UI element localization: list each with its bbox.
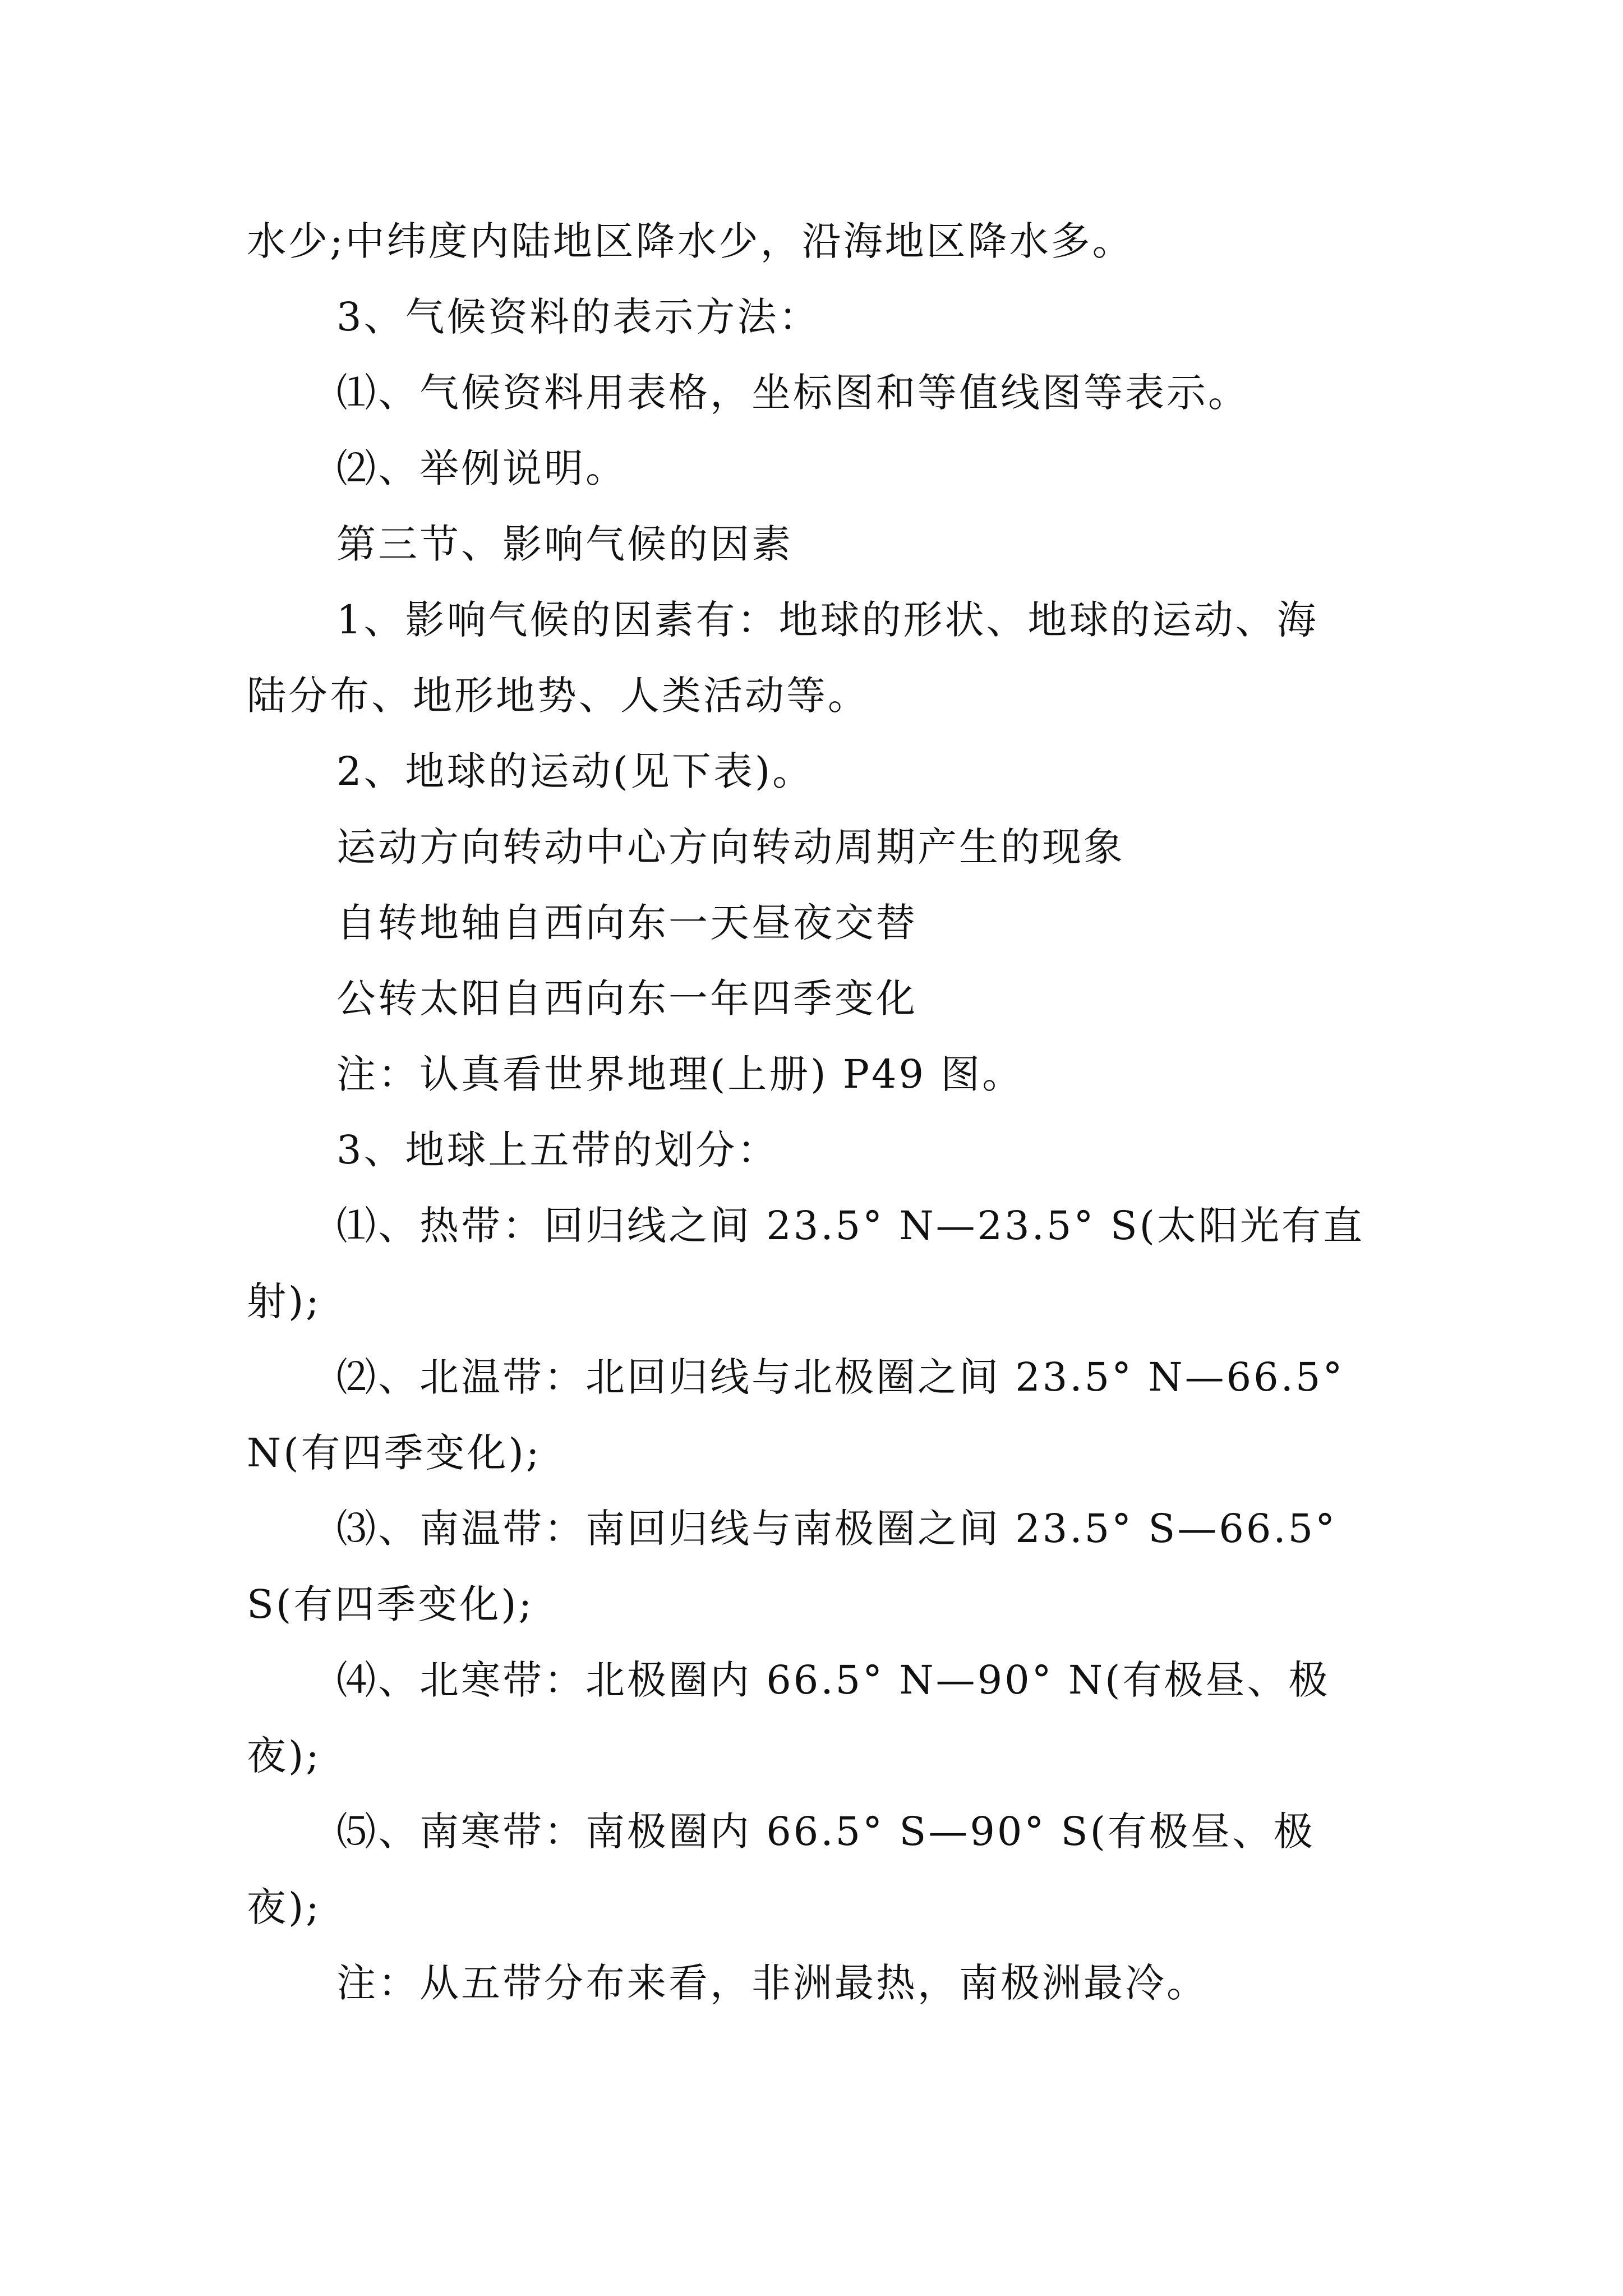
text-line: ⑷、北寒带：北极圈内 66.5° N—90° N(有极昼、极 xyxy=(336,1657,1330,1703)
text-line: ⑶、南温带：南回归线与南极圈之间 23.5° S—66.5° xyxy=(336,1506,1338,1552)
table-row-line: 公转太阳自西向东一年四季变化 xyxy=(336,976,917,1022)
text-line: 水少;中纬度内陆地区降水少，沿海地区降水多。 xyxy=(247,218,1134,264)
section-heading: 第三节、影响气候的因素 xyxy=(336,521,793,567)
text-line: 夜); xyxy=(247,1884,321,1930)
text-line: 3、地球上五带的划分： xyxy=(336,1127,779,1173)
text-line: 陆分布、地形地势、人类活动等。 xyxy=(247,673,869,719)
text-line: 1、影响气候的因素有：地球的形状、地球的运动、海 xyxy=(336,597,1318,643)
text-line: ⑴、热带：回归线之间 23.5° N—23.5° S(太阳光有直 xyxy=(336,1203,1364,1249)
table-header-line: 运动方向转动中心方向转动周期产生的现象 xyxy=(336,824,1125,870)
text-line: 2、地球的运动(见下表)。 xyxy=(336,748,814,794)
text-line: 射); xyxy=(247,1278,321,1324)
text-line: ⑵、北温带：北回归线与北极圈之间 23.5° N—66.5° xyxy=(336,1354,1345,1400)
note-line: 注：从五带分布来看，非洲最热，南极洲最冷。 xyxy=(336,1960,1208,2006)
text-line: S(有四季变化); xyxy=(247,1581,534,1627)
table-row-line: 自转地轴自西向东一天昼夜交替 xyxy=(336,900,917,946)
text-line: N(有四季变化); xyxy=(247,1430,542,1476)
text-line: 夜); xyxy=(247,1733,321,1779)
text-line: 3、气候资料的表示方法： xyxy=(336,294,820,340)
note-line: 注：认真看世界地理(上册) P49 图。 xyxy=(336,1051,1024,1097)
text-line: ⑸、南寒带：南极圈内 66.5° S—90° S(有极昼、极 xyxy=(336,1809,1315,1855)
text-line: ⑴、气候资料用表格，坐标图和等值线图等表示。 xyxy=(336,370,1249,416)
text-line: ⑵、举例说明。 xyxy=(336,445,627,491)
